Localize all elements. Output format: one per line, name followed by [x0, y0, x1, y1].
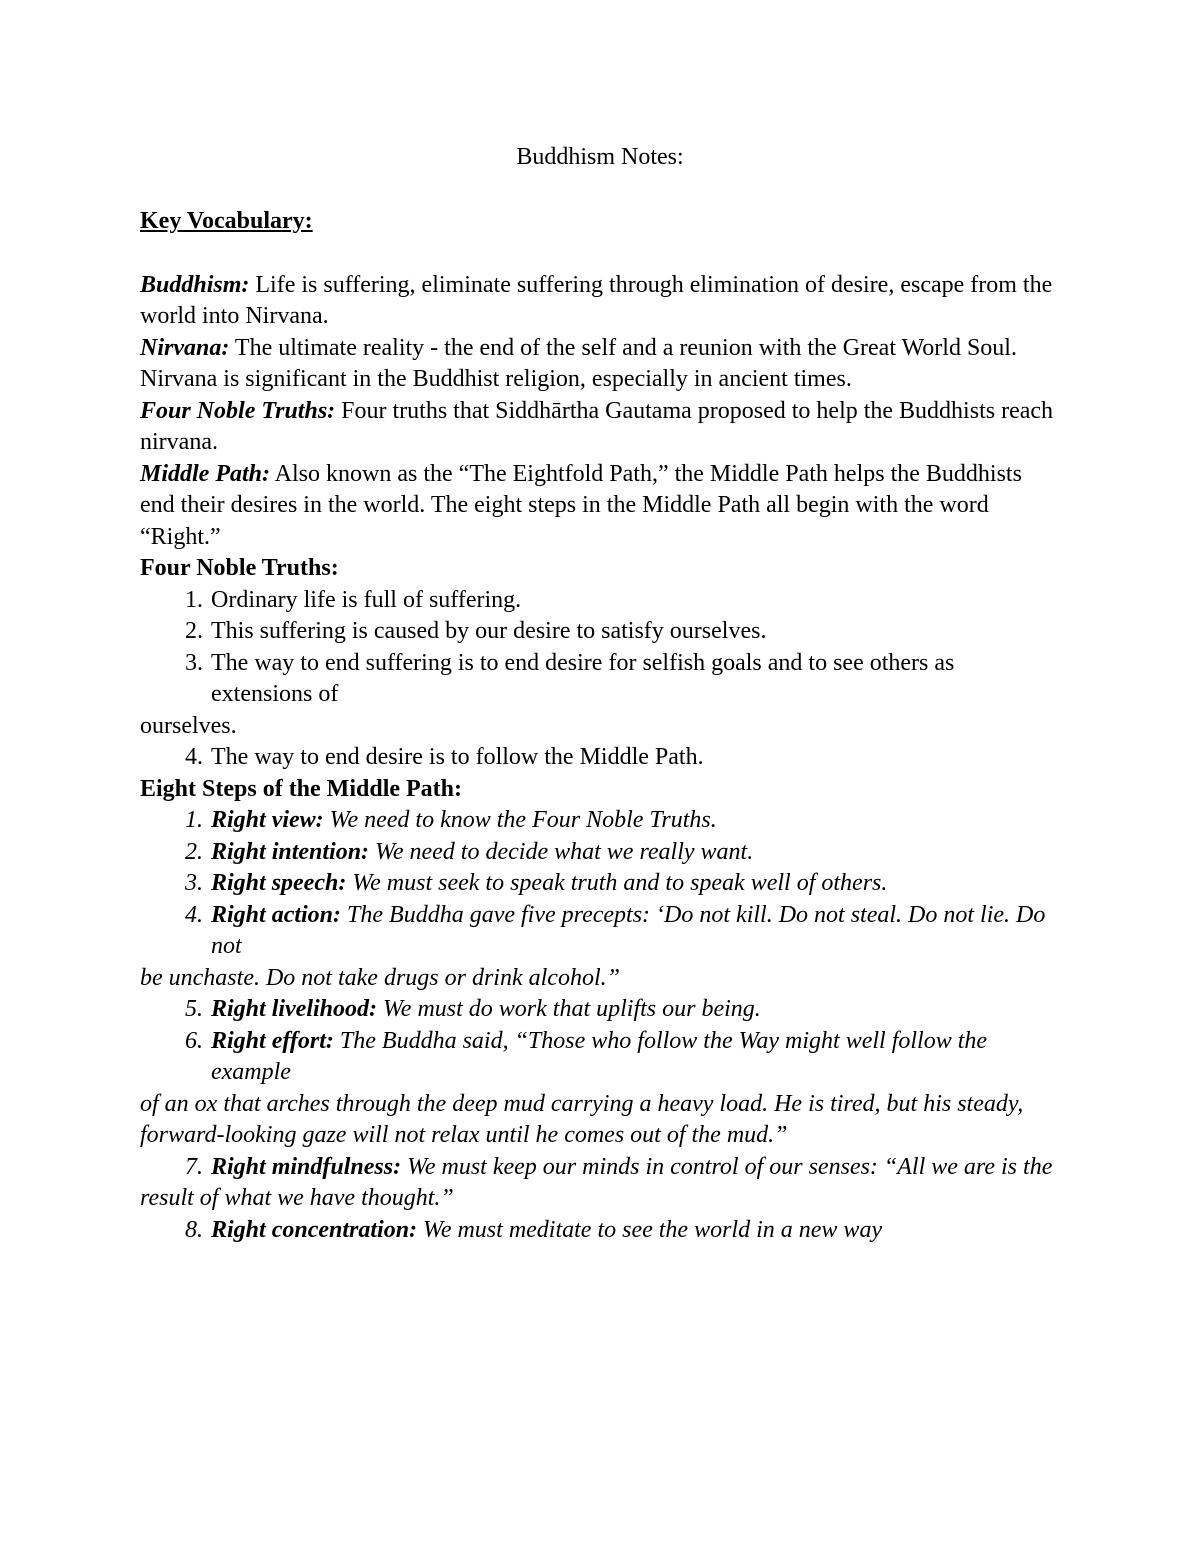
list-item	[140, 585, 1060, 617]
four-noble-truths-list-cont	[140, 742, 1060, 774]
vocab-term: Middle Path:	[140, 460, 270, 487]
step-text: We must meditate to see the world in a new way	[417, 1216, 883, 1243]
list-number: 1.	[185, 586, 203, 613]
step-text: We need to decide what we really want.	[369, 838, 754, 865]
list-number: 3.	[185, 649, 203, 676]
eight-steps-heading: Eight Steps of the Middle Path:	[140, 775, 463, 802]
eight-steps-list-cont-c	[140, 1215, 1060, 1247]
list-item	[140, 742, 1060, 774]
vocabulary-list	[140, 270, 1060, 554]
list-number: 2.	[185, 618, 203, 644]
step-label: Right effort:	[211, 1027, 334, 1054]
list-item	[140, 994, 1060, 1026]
list-number: 3.	[185, 870, 203, 896]
list-item	[140, 868, 1060, 900]
list-text: The way to end desire is to follow the Middle Path.	[211, 744, 704, 770]
vocab-definition: Also known as the “The Eightfold Path,” the Middle Path helps the Buddhists end their desires in the world. The eight steps in the Middle Path all begin with the word “Right.”	[140, 460, 1022, 550]
list-number: 8.	[185, 1216, 203, 1243]
list-text: The way to end suffering is to end desire for selfish goals and to see others as extensions of	[211, 649, 955, 707]
vocab-term: Four Noble Truths:	[140, 397, 336, 424]
vocab-entry-four-noble-truths	[140, 396, 1060, 459]
list-number: 2.	[185, 838, 203, 865]
list-number: 4.	[185, 744, 203, 770]
vocab-term: Buddhism:	[140, 271, 250, 298]
list-item	[140, 900, 1060, 963]
vocab-entry-middle-path	[140, 459, 1060, 554]
vocab-entry-nirvana	[140, 333, 1060, 396]
vocab-term: Nirvana:	[140, 334, 230, 361]
step-text: We must do work that uplifts our being.	[377, 996, 761, 1022]
list-continuation: result of what we have thought.”	[140, 1185, 454, 1211]
step-label: Right action:	[211, 901, 342, 928]
list-item	[140, 616, 1060, 648]
step-label: Right speech:	[211, 870, 347, 896]
vocab-definition: Life is suffering, eliminate suffering through elimination of desire, escape from the world into Nirvana.	[140, 271, 1053, 329]
step-label: Right concentration:	[211, 1216, 418, 1243]
step-text: We need to know the Four Noble Truths.	[323, 807, 717, 833]
list-continuation: ourselves.	[140, 712, 237, 739]
list-number: 7.	[185, 1153, 203, 1180]
eight-steps-list	[140, 805, 1060, 963]
vocab-entry-buddhism	[140, 270, 1060, 333]
step-label: Right mindfulness:	[211, 1153, 402, 1180]
eight-steps-list-cont-b	[140, 1152, 1060, 1184]
step-text: We must keep our minds in control of our senses: “All we are is the	[401, 1153, 1053, 1180]
eight-steps-list-cont-a	[140, 994, 1060, 1089]
list-number: 5.	[185, 996, 203, 1022]
step-label: Right view:	[211, 807, 324, 833]
list-item	[140, 837, 1060, 869]
list-item	[140, 1026, 1060, 1089]
document-title: Buddhism Notes:	[516, 144, 684, 170]
step-label: Right intention:	[211, 838, 370, 865]
step-text: The Buddha said, “Those who follow the Way might well follow the example	[211, 1027, 988, 1085]
list-item	[140, 1215, 1060, 1247]
list-number: 4.	[185, 901, 203, 928]
list-continuation: forward-looking gaze will not relax until he comes out of the mud.”	[140, 1122, 788, 1148]
vocab-definition: Four truths that Siddhārtha Gautama proposed to help the Buddhists reach nirvana.	[140, 397, 1054, 455]
four-noble-truths-list	[140, 585, 1060, 711]
list-continuation: of an ox that arches through the deep mud carrying a heavy load. He is tired, but his steady,	[140, 1090, 1024, 1117]
list-item	[140, 648, 1060, 711]
key-vocabulary-heading: Key Vocabulary:	[140, 208, 313, 234]
step-text: The Buddha gave five precepts: ‘Do not kill. Do not steal. Do not lie. Do not	[211, 901, 1046, 959]
list-number: 6.	[185, 1027, 203, 1054]
vocab-definition: The ultimate reality - the end of the self and a reunion with the Great World Soul. Nirvana is significant in the Buddhist religion, especially in ancient times.	[140, 334, 1017, 392]
list-item	[140, 1152, 1060, 1184]
step-text: We must seek to speak truth and to speak well of others.	[346, 870, 888, 896]
list-number: 1.	[185, 807, 203, 833]
list-continuation: be unchaste. Do not take drugs or drink alcohol.”	[140, 964, 620, 991]
list-item	[140, 805, 1060, 837]
document-page	[140, 142, 1060, 1246]
step-label: Right livelihood:	[211, 996, 378, 1022]
list-text: This suffering is caused by our desire to satisfy ourselves.	[211, 618, 767, 644]
list-text: Ordinary life is full of suffering.	[211, 586, 522, 613]
four-noble-truths-heading: Four Noble Truths:	[140, 555, 339, 581]
